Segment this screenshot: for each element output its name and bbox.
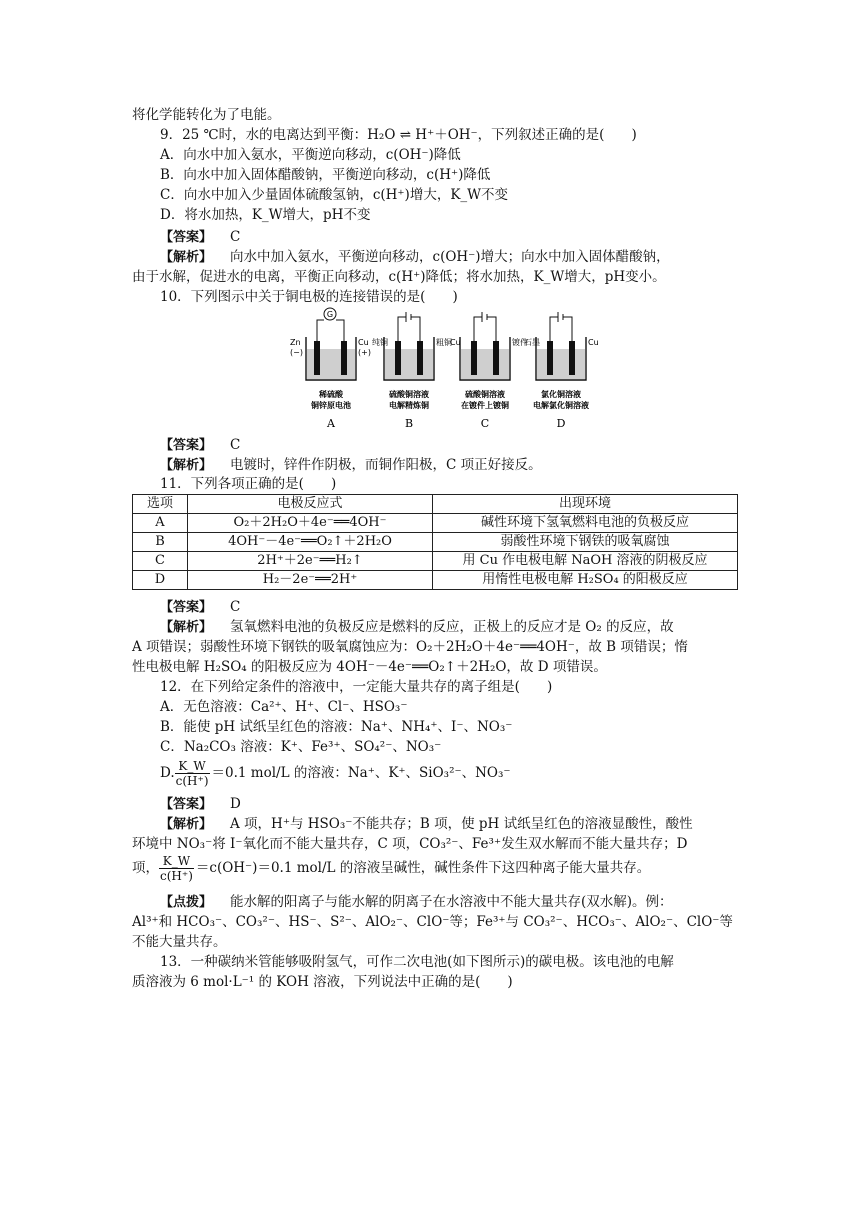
letter-d: D: [556, 417, 566, 430]
label-d-cu: Cu: [588, 338, 599, 347]
label-crude-cu: 粗铜: [436, 338, 452, 347]
table-cell: 2H⁺＋2e⁻══H₂↑: [188, 552, 433, 571]
analysis-11-line3: 性电极电解 H₂SO₄ 的阳极反应为 4OH⁻－4e⁻══O₂↑＋2H₂O，故 D 项错误。: [132, 659, 607, 675]
label-c-cu: Cu: [450, 338, 461, 347]
analysis-text: ＝c(OH⁻)＝0.1 mol/L 的溶液呈碱性，碱性条件下这四种离子能大量共存。: [195, 860, 651, 876]
analysis-9-line1: [160, 248, 670, 267]
analysis-tag: 【解析】: [160, 817, 213, 832]
table-header: 电极反应式: [188, 495, 433, 514]
caption-a2: 铜锌原电池: [311, 401, 351, 410]
analysis-11-line2: A 项错误；弱酸性环境下钢铁的吸氧腐蚀应为：O₂＋2H₂O＋4e⁻══4OH⁻，故 B 项错误；惰: [132, 639, 688, 655]
fraction-kw: [175, 759, 210, 788]
option-label: D.: [160, 765, 175, 781]
answer-9: [160, 228, 240, 247]
tip-line3: 不能大量共存。: [132, 934, 227, 950]
answer-tag: 【答案】: [160, 797, 213, 812]
label-plated: 镀件: [512, 338, 528, 347]
analysis-9-line2: 由于水解，促进水的电离，平衡正向移动，c(H⁺)降低；将水加热，K_W增大，pH变小。: [132, 269, 666, 285]
table-header: 选项: [133, 495, 188, 514]
letter-c: C: [480, 417, 490, 430]
answer-value: D: [230, 796, 241, 812]
caption-c1: 硫酸铜溶液: [465, 390, 505, 399]
options-table: [132, 494, 738, 590]
question-9: 9．25 ℃时，水的电离达到平衡：H₂O ⇌ H⁺＋OH⁻，下列叙述正确的是( ): [160, 127, 637, 143]
fraction-kw: [159, 854, 194, 883]
analysis-tag: 【解析】: [160, 458, 213, 473]
option-12c: C．Na₂CO₃ 溶液：K⁺、Fe³⁺、SO₄²⁻、NO₃⁻: [160, 739, 442, 755]
analysis-text: 向水中加入氨水，平衡逆向移动，c(OH⁻)增大；向水中加入固体醋酸钠，: [230, 249, 670, 265]
answer-11: [160, 598, 240, 617]
question-12: 12．在下列给定条件的溶液中，一定能大量共存的离子组是( ): [160, 679, 553, 695]
option-text: ＝0.1 mol/L 的溶液：Na⁺、K⁺、SiO₃²⁻、NO₃⁻: [211, 765, 511, 781]
label-graphite: 石墨: [524, 338, 540, 347]
answer-tag: 【答案】: [160, 600, 213, 615]
caption-b1: 硫酸铜溶液: [389, 390, 429, 399]
analysis-10: [160, 456, 542, 475]
caption-a1: 稀硫酸: [319, 390, 343, 399]
tip-tag: 【点拨】: [160, 895, 213, 910]
analysis-12-line2: 环境中 NO₃⁻将 I⁻氧化而不能大量共存，C 项，CO₃²⁻、Fe³⁺发生双水解而不能大量共存；D: [132, 836, 688, 852]
galvanometer-label: G: [326, 310, 334, 319]
caption-d2: 电解氯化铜溶液: [533, 401, 589, 410]
analysis-tag: 【解析】: [160, 620, 213, 635]
label-neg: (−): [290, 348, 303, 357]
answer-tag: 【答案】: [160, 230, 213, 245]
option-12d: [160, 756, 511, 790]
analysis-tag: 【解析】: [160, 250, 213, 265]
option-9a: A．向水中加入氨水，平衡逆向移动，c(OH⁻)降低: [160, 147, 461, 163]
answer-value: C: [230, 599, 241, 615]
table-cell: 用惰性电极电解 H₂SO₄ 的阳极反应: [433, 571, 738, 590]
letter-b: B: [404, 417, 414, 430]
table-row: [133, 571, 738, 590]
label-pure-cu: 纯铜: [372, 338, 388, 347]
analysis-text: 电镀时，锌件作阴极，而铜作阳极，C 项正好接反。: [230, 457, 542, 473]
answer-tag: 【答案】: [160, 438, 213, 453]
table-cell: 弱酸性环境下钢铁的吸氧腐蚀: [433, 533, 738, 552]
electrode-diagram: [282, 305, 612, 433]
fraction-numerator: K_W: [175, 759, 210, 774]
option-9c: C．向水中加入少量固体硫酸氢钠，c(H⁺)增大，K_W不变: [160, 187, 509, 203]
question-13-line2: 质溶液为 6 mol·L⁻¹ 的 KOH 溶液，下列说法中正确的是( ): [132, 974, 513, 990]
table-cell: 用 Cu 作电极电解 NaOH 溶液的阴极反应: [433, 552, 738, 571]
table-row: [133, 514, 738, 533]
table-cell: 4OH⁻－4e⁻══O₂↑＋2H₂O: [188, 533, 433, 552]
answer-value: C: [230, 437, 241, 453]
letter-a: A: [327, 417, 335, 430]
table-cell: O₂＋2H₂O＋4e⁻══4OH⁻: [188, 514, 433, 533]
setup-a: [290, 308, 371, 430]
table-header-row: [133, 495, 738, 514]
fraction-denominator: c(H⁺): [160, 869, 193, 883]
answer-value: C: [230, 229, 241, 245]
setup-b: [372, 312, 452, 430]
table-cell: H₂－2e⁻══2H⁺: [188, 571, 433, 590]
label-zn: Zn: [290, 338, 301, 347]
table-row: [133, 552, 738, 571]
caption-c2: 在镀件上镀铜: [461, 401, 509, 410]
analysis-12-line1: [160, 815, 693, 834]
option-12b: B．能使 pH 试纸呈红色的溶液：Na⁺、NH₄⁺、I⁻、NO₃⁻: [160, 719, 513, 735]
option-12a: A．无色溶液：Ca²⁺、H⁺、Cl⁻、HSO₃⁻: [160, 699, 408, 715]
question-13-line1: 13．一种碳纳米管能够吸附氢气，可作二次电池(如下图所示)的碳电极。该电池的电解: [160, 954, 674, 970]
table-header: 出现环境: [433, 495, 738, 514]
label-pos: (+): [358, 348, 371, 357]
option-9b: B．向水中加入固体醋酸钠，平衡逆向移动，c(H⁺)降低: [160, 167, 491, 183]
question-11: 11．下列各项正确的是( ): [160, 476, 337, 492]
setup-c: [450, 312, 528, 430]
tip-text: 能水解的阳离子与能水解的阴离子在水溶液中不能大量共存(双水解)。例：: [230, 894, 673, 910]
answer-10: [160, 436, 240, 455]
tip-line2: Al³⁺和 HCO₃⁻、CO₃²⁻、HS⁻、S²⁻、AlO₂⁻、ClO⁻等；Fe³⁺与 CO₃²⁻、HCO₃⁻、AlO₂⁻、ClO⁻等: [132, 914, 733, 930]
table-cell: D: [133, 571, 188, 590]
fraction-numerator: K_W: [159, 854, 194, 869]
answer-12: [160, 795, 241, 814]
option-9d: D．将水加热，K_W增大，pH不变: [160, 207, 371, 223]
text-line: 将化学能转化为了电能。: [132, 107, 281, 123]
fraction-denominator: c(H⁺): [175, 774, 209, 788]
table-cell: A: [133, 514, 188, 533]
table-cell: 碱性环境下氢氧燃料电池的负极反应: [433, 514, 738, 533]
analysis-text: 项，: [132, 860, 159, 876]
analysis-11-line1: [160, 618, 674, 637]
analysis-text: 氢氧燃料电池的负极反应是燃料的反应，正极上的反应才是 O₂ 的反应，故: [230, 619, 674, 635]
label-cu: Cu: [358, 338, 369, 347]
setup-d: [524, 312, 599, 430]
caption-b2: 电解精炼铜: [389, 401, 429, 410]
caption-d1: 氯化铜溶液: [541, 390, 581, 399]
analysis-12-line3: [132, 851, 650, 885]
tip-line1: [160, 893, 673, 912]
question-10: 10．下列图示中关于铜电极的连接错误的是( ): [160, 289, 458, 305]
table-row: [133, 533, 738, 552]
table-cell: C: [133, 552, 188, 571]
analysis-text: A 项，H⁺与 HSO₃⁻不能共存；B 项，使 pH 试纸呈红色的溶液显酸性，酸性: [230, 816, 693, 832]
table-cell: B: [133, 533, 188, 552]
